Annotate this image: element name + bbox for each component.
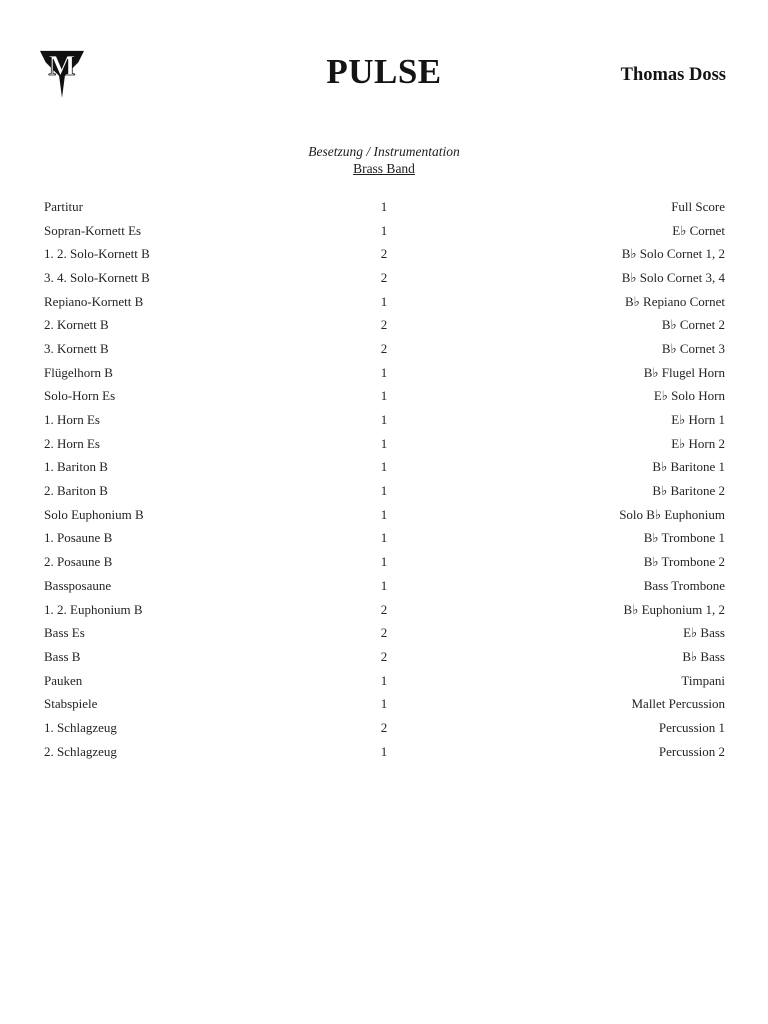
instrument-name-german: 3. 4. Solo-Kornett B xyxy=(44,269,150,285)
instrument-name-german: 1. Schlagzeug xyxy=(44,719,117,735)
instrument-quantity: 2 xyxy=(380,601,388,617)
instrument-name-german: Repiano-Kornett B xyxy=(44,293,144,309)
table-row xyxy=(44,574,725,598)
instrument-quantity: 2 xyxy=(380,317,388,333)
instrument-quantity: 1 xyxy=(380,435,388,451)
instrument-name-english: E♭ Horn 1 xyxy=(671,412,725,428)
instrument-quantity: 1 xyxy=(380,364,388,380)
table-row xyxy=(44,740,725,764)
instrument-name-german: Stabspiele xyxy=(44,696,98,712)
instrument-quantity: 1 xyxy=(380,459,388,475)
table-row xyxy=(44,550,725,574)
table-row xyxy=(44,669,725,693)
instrument-quantity: 1 xyxy=(380,388,388,404)
instrument-name-german: Bassposaune xyxy=(44,577,112,593)
instrument-quantity: 1 xyxy=(380,506,388,522)
table-row xyxy=(44,313,725,337)
instrument-quantity: 2 xyxy=(380,719,388,735)
instrument-name-english: B♭ Trombone 2 xyxy=(643,554,725,570)
instrument-name-english: B♭ Flugel Horn xyxy=(643,364,725,380)
instrument-name-english: E♭ Bass xyxy=(683,625,725,641)
page-title: PULSE xyxy=(326,52,442,91)
table-row xyxy=(44,645,725,669)
instrument-quantity: 2 xyxy=(380,340,388,356)
instrument-name-english: B♭ Trombone 1 xyxy=(643,530,725,546)
instrument-quantity: 1 xyxy=(380,696,388,712)
instrumentation-heading xyxy=(0,143,768,177)
table-row xyxy=(44,219,725,243)
table-row xyxy=(44,385,725,409)
instrument-name-german: 2. Kornett B xyxy=(44,317,109,333)
instrument-name-english: B♭ Solo Cornet 3, 4 xyxy=(621,269,725,285)
table-row xyxy=(44,242,725,266)
instrument-quantity: 1 xyxy=(380,743,388,759)
instrument-name-german: 1. Bariton B xyxy=(44,459,108,475)
table-row xyxy=(44,195,725,219)
instrument-quantity: 1 xyxy=(380,412,388,428)
table-row xyxy=(44,432,725,456)
table-row xyxy=(44,527,725,551)
instrument-quantity: 2 xyxy=(380,648,388,664)
table-row xyxy=(44,266,725,290)
table-row xyxy=(44,337,725,361)
instrument-name-english: B♭ Solo Cornet 1, 2 xyxy=(621,246,725,262)
instrument-name-german: 2. Bariton B xyxy=(44,483,108,499)
instrument-quantity: 1 xyxy=(380,672,388,688)
table-row xyxy=(44,479,725,503)
instrument-name-english: E♭ Solo Horn xyxy=(653,388,725,404)
instrument-name-english: Full Score xyxy=(671,198,725,214)
instrument-name-english: Timpani xyxy=(681,672,725,688)
instrument-name-german: 1. 2. Euphonium B xyxy=(44,601,143,617)
instrument-name-english: Mallet Percussion xyxy=(631,696,725,712)
instrument-name-german: 3. Kornett B xyxy=(44,340,109,356)
instrument-quantity: 1 xyxy=(380,483,388,499)
instrument-name-english: B♭ Cornet 2 xyxy=(661,317,725,333)
table-row xyxy=(44,621,725,645)
table-row xyxy=(44,692,725,716)
instrument-quantity: 2 xyxy=(380,269,388,285)
instrument-quantity: 1 xyxy=(380,198,388,214)
instrument-quantity: 1 xyxy=(380,577,388,593)
instrument-quantity: 1 xyxy=(380,293,388,309)
table-row xyxy=(44,456,725,480)
instrument-name-german: Pauken xyxy=(44,672,83,688)
instrument-name-german: Partitur xyxy=(44,198,83,214)
instrument-name-english: B♭ Repiano Cornet xyxy=(624,293,725,309)
instrument-name-english: B♭ Euphonium 1, 2 xyxy=(623,601,725,617)
instrument-name-german: 2. Posaune B xyxy=(44,554,113,570)
instrument-name-german: 1. Posaune B xyxy=(44,530,113,546)
ensemble-type-label: Brass Band xyxy=(353,161,415,176)
instrument-name-english: Solo B♭ Euphonium xyxy=(619,506,725,522)
instrument-name-english: B♭ Bass xyxy=(682,648,725,664)
instrument-name-german: 1. 2. Solo-Kornett B xyxy=(44,246,150,262)
instrument-name-german: Solo-Horn Es xyxy=(44,388,116,404)
instrument-name-english: B♭ Cornet 3 xyxy=(661,340,725,356)
instrument-name-german: Sopran-Kornett Es xyxy=(44,222,142,238)
instrument-name-german: Flügelhorn B xyxy=(44,364,113,380)
table-row xyxy=(44,361,725,385)
table-row xyxy=(44,503,725,527)
table-row xyxy=(44,408,725,432)
instrumentation-heading-bilingual: Besetzung / Instrumentation xyxy=(308,144,460,159)
table-row xyxy=(44,290,725,314)
table-row xyxy=(44,716,725,740)
instrument-name-german: Bass Es xyxy=(44,625,85,641)
composer-name: Thomas Doss xyxy=(620,65,726,85)
logo-letter: M xyxy=(48,49,76,82)
instrument-quantity: 1 xyxy=(380,530,388,546)
instrument-quantity: 1 xyxy=(380,554,388,570)
instrument-name-english: Percussion 1 xyxy=(658,719,725,735)
instrument-quantity: 2 xyxy=(380,625,388,641)
instrument-name-english: B♭ Baritone 1 xyxy=(652,459,725,475)
instrumentation-table xyxy=(44,195,725,764)
instrument-name-german: 2. Horn Es xyxy=(44,435,100,451)
instrument-quantity: 2 xyxy=(380,246,388,262)
table-row xyxy=(44,598,725,622)
instrument-name-german: Solo Euphonium B xyxy=(44,506,144,522)
instrument-name-english: Percussion 2 xyxy=(658,743,725,759)
instrument-name-english: E♭ Horn 2 xyxy=(671,435,725,451)
instrument-name-english: Bass Trombone xyxy=(643,577,725,593)
instrument-name-english: E♭ Cornet xyxy=(672,222,725,238)
instrument-name-english: B♭ Baritone 2 xyxy=(652,483,725,499)
instrument-quantity: 1 xyxy=(380,222,388,238)
instrument-name-german: Bass B xyxy=(44,648,81,664)
instrument-name-german: 1. Horn Es xyxy=(44,412,100,428)
instrument-name-german: 2. Schlagzeug xyxy=(44,743,117,759)
